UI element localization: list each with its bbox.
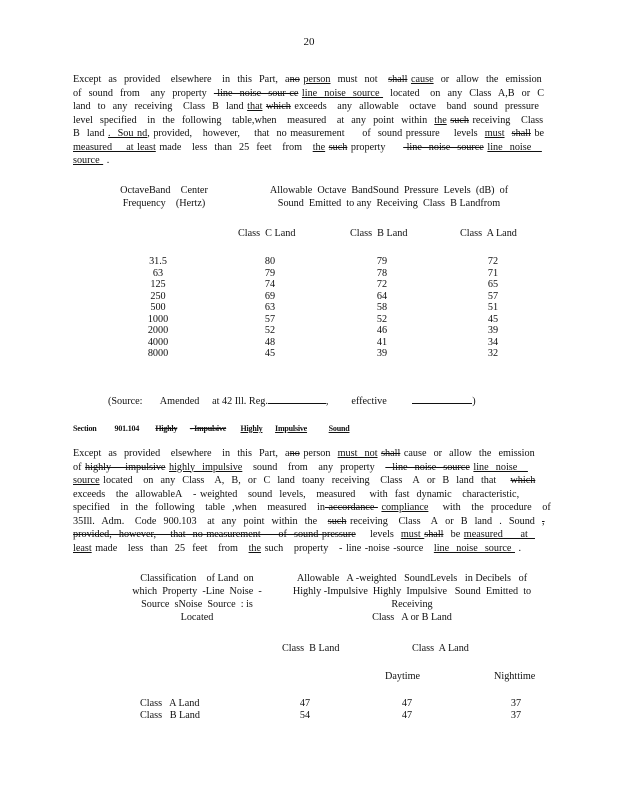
table-cell: 39 — [487, 325, 499, 336]
table-cell: 52 — [264, 325, 276, 336]
table2-class-a-header: Class A Land — [412, 643, 469, 654]
table-cell: 37 — [510, 709, 522, 721]
para2-line-2: of highly impulsive highly impulsive sound from any property - line noise source line noise — [73, 461, 528, 473]
table-cell: 41 — [376, 336, 388, 348]
table2-class-b-header: Class B Land — [282, 643, 340, 654]
header-line: OctaveBand Center — [120, 185, 208, 196]
table-cell: Class A Land — [140, 698, 200, 709]
class-a-column — [475, 256, 511, 360]
table-cell: 39 — [376, 348, 388, 359]
table-cell: 32 — [487, 348, 499, 359]
table-cell: 58 — [376, 302, 388, 313]
table1-levels-header — [246, 184, 532, 210]
para2-line-5: specified in the following table ,when measured in accordance compliance with the procedure of — [73, 502, 551, 513]
class-b-column — [364, 256, 400, 360]
header-line: Classification of Land on — [140, 573, 254, 584]
table-cell: 65 — [487, 279, 499, 290]
frequency-column — [140, 256, 176, 360]
table-cell: 71 — [487, 267, 499, 279]
class-c-header: Class C Land — [238, 228, 296, 239]
header-line: Class A or B Land — [372, 612, 452, 623]
table-cell: 64 — [376, 290, 388, 302]
header-line: Sound Emitted to any Receiving Class B Landfrom — [277, 198, 501, 209]
register-ref: at 42 Ill. Reg. — [212, 396, 268, 407]
section-label: Section — [73, 424, 97, 433]
table-cell: 8000 — [147, 348, 169, 359]
para1-line-3: land to any receiving Class B land that which exceeds any allowable octave band sound pressure — [73, 101, 539, 112]
header-line: Located — [180, 612, 214, 623]
table2-land-column — [140, 698, 200, 721]
effective-blank — [412, 394, 472, 404]
table-cell: 31.5 — [149, 256, 167, 267]
table-cell: 45 — [487, 313, 499, 325]
paragraph-noise-emission — [73, 73, 545, 168]
table2-classification-header — [126, 572, 268, 624]
para1-line-6: measured at least made less than 25 feet from the such property -line -noise -source line noise — [73, 141, 542, 153]
table-cell: 52 — [376, 313, 388, 325]
comma: , — [325, 396, 329, 407]
class-c-column — [252, 256, 288, 360]
table-cell: 54 — [299, 709, 311, 721]
para2-line-3: source located on any Class A, B, or C land toany receiving Class A or B land that which — [73, 475, 536, 486]
class-b-header: Class B Land — [350, 228, 408, 239]
table-cell: 4000 — [147, 336, 169, 348]
table-cell: 72 — [376, 279, 388, 290]
para2-line-6: 35Ill. Adm. Code 900.103 at any point within the such receiving Class A or B land . Sound , — [73, 515, 545, 527]
table-cell: Class B Land — [140, 709, 200, 721]
register-blank — [268, 394, 326, 404]
section-title-new-3: Sound — [328, 424, 350, 433]
class-a-header: Class A Land — [460, 228, 517, 239]
paragraph-impulsive-sound — [73, 447, 551, 555]
table-cell: 72 — [487, 256, 499, 267]
table-cell: 51 — [487, 302, 499, 313]
section-heading — [73, 422, 349, 436]
header-line: Receiving — [391, 599, 433, 610]
table-cell: 34 — [487, 336, 499, 348]
header-line: Highly -Impulsive Highly Impulsive Sound Emitted to — [292, 586, 532, 597]
source-note — [108, 394, 476, 409]
table-cell: 78 — [376, 267, 388, 279]
table-cell: 125 — [150, 279, 166, 290]
table-cell: 500 — [150, 302, 166, 313]
section-title-old-1: Highly — [155, 424, 178, 433]
table-cell: 1000 — [147, 313, 169, 325]
para1-line-4: level specified in the following table,when measured at any point within the such receiving Class — [73, 114, 544, 126]
effective-label: effective — [351, 396, 387, 407]
table-cell: 46 — [376, 325, 388, 336]
header-line: Allowable A -weighted SoundLevels in Decibels of — [296, 573, 528, 584]
table-cell: 47 — [401, 709, 413, 721]
table-cell: 80 — [264, 256, 276, 267]
section-title-new-2: Impulsive — [275, 424, 308, 433]
daytime-header: Daytime — [385, 671, 421, 682]
header-line: Frequency (Hertz) — [122, 198, 206, 209]
table-cell: 69 — [264, 290, 276, 302]
nighttime-header: Nighttime — [494, 671, 536, 682]
para1-line-1: Except as provided elsewhere in this Part, ano person must not shall cause or allow the emission — [73, 74, 542, 85]
header-line: which Property -Line Noise - — [132, 586, 262, 597]
table-cell: 74 — [264, 279, 276, 290]
table2-levels-header — [282, 572, 542, 624]
para1-line-7: source . — [73, 155, 110, 166]
para1-line-5: B land . Sou nd, provided, however, that no measurement of sound pressure levels must shall be — [73, 128, 545, 139]
para1-line-2: of sound from any property -line noise sour ce line noise source located on any Class A,B or C — [73, 87, 545, 99]
para2-line-4: exceeds the allowableA - weighted sound levels, measured with fast dynamic characteristic, — [73, 488, 520, 500]
table-cell: 47 — [299, 698, 311, 709]
page-number: 20 — [303, 36, 315, 48]
table-cell: 79 — [264, 267, 276, 279]
amended-label: Amended — [159, 396, 200, 407]
table2-daytime-column — [396, 698, 418, 721]
table-cell: 37 — [510, 698, 522, 709]
table-cell: 63 — [264, 302, 276, 313]
table-cell: 57 — [487, 290, 499, 302]
table-cell: 250 — [150, 290, 166, 302]
table-cell: 48 — [264, 336, 276, 348]
source-label: (Source: — [108, 396, 143, 407]
table-cell: 47 — [401, 698, 413, 709]
section-title-new-1: Highly — [240, 424, 263, 433]
table-cell: 45 — [264, 348, 276, 359]
table-cell: 2000 — [147, 325, 169, 336]
table-cell: 79 — [376, 256, 388, 267]
table2-class-b-column — [294, 698, 316, 721]
header-line: Source sNoise Source : is — [141, 599, 253, 610]
close-paren: ) — [472, 396, 476, 407]
table1-frequency-header — [112, 184, 216, 210]
para2-line-1: Except as provided elsewhere in this Part, ano person must not shall cause or allow the emission — [73, 448, 535, 459]
table-cell: 63 — [152, 267, 164, 279]
header-line: Allowable Octave BandSound Pressure Levels (dB) of — [269, 185, 509, 196]
para2-line-8: least made less than 25 feet from the such property - line -noise -source line noise source . — [73, 542, 522, 554]
para2-line-7: provided, however, that no measurement of sound pressure levels must shall be measured at — [73, 529, 535, 540]
table-cell: 57 — [264, 313, 276, 325]
table2-nighttime-column — [505, 698, 527, 721]
section-title-old-2: - Impulsive — [189, 424, 227, 433]
section-number: 901.104 — [114, 424, 140, 433]
